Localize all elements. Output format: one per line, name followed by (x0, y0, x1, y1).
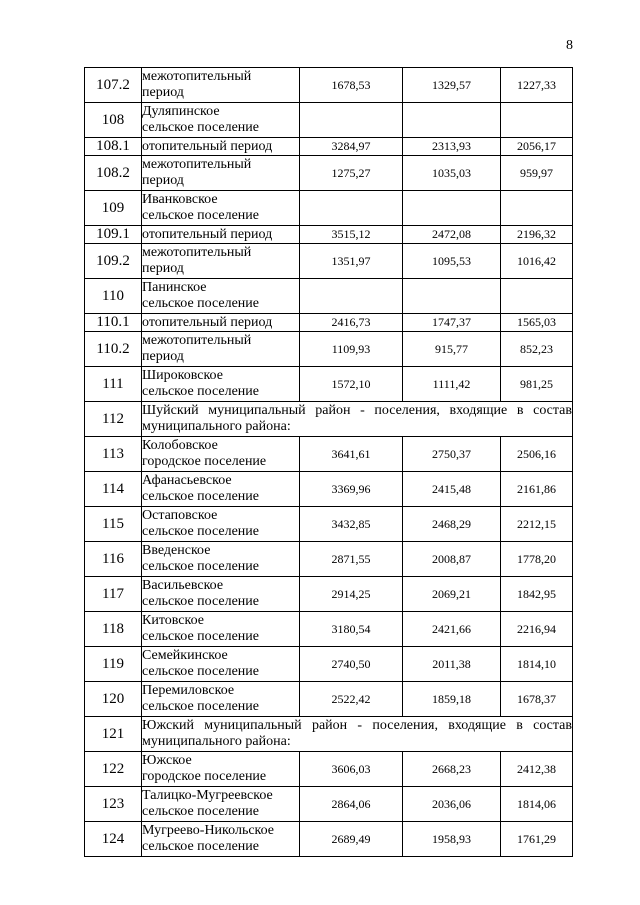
settlement-name-line: Иванковское (142, 192, 218, 207)
value-cell-2: 1095,53 (403, 244, 501, 279)
row-number: 109.2 (85, 244, 142, 279)
row-number: 123 (85, 787, 142, 822)
row-number: 108.2 (85, 156, 142, 191)
settlement-name-line: межотопительный (142, 69, 252, 84)
value-cell-1: 1351,97 (300, 244, 403, 279)
settlement-name-line: сельское поселение (142, 524, 259, 539)
value-cell-2: 915,77 (403, 332, 501, 367)
value-cell-2: 2008,87 (403, 542, 501, 577)
value-cell-3: 2216,94 (501, 612, 573, 647)
value-cell-3: 1678,37 (501, 682, 573, 717)
value-cell-2: 2415,48 (403, 472, 501, 507)
value-cell-2: 1111,42 (403, 367, 501, 402)
settlement-name (142, 191, 300, 226)
section-heading: Южский муниципальный район - поселения, входящие в состав муниципального района: (142, 717, 573, 752)
settlement-name-line: Афанасьевское (142, 473, 232, 488)
settlement-name-line: сельское поселение (142, 594, 259, 609)
value-cell-1: 1275,27 (300, 156, 403, 191)
value-cell-2: 2421,66 (403, 612, 501, 647)
value-cell-3: 1778,20 (501, 542, 573, 577)
settlement-name (142, 682, 300, 717)
table-row (85, 191, 573, 226)
value-cell-1: 3432,85 (300, 507, 403, 542)
row-number: 107.2 (85, 68, 142, 103)
row-number: 109 (85, 191, 142, 226)
row-number: 121 (85, 717, 142, 752)
table-row (85, 156, 573, 191)
value-cell-2: 2750,37 (403, 437, 501, 472)
table-row (85, 226, 573, 244)
value-cell-3: 2212,15 (501, 507, 573, 542)
value-cell-3: 2161,86 (501, 472, 573, 507)
settlement-name (142, 542, 300, 577)
settlement-name (142, 244, 300, 279)
settlement-name-line: период (142, 261, 184, 276)
table-row (85, 314, 573, 332)
settlement-name-line: Перемиловское (142, 683, 235, 698)
settlement-name (142, 507, 300, 542)
value-cell-3: 852,23 (501, 332, 573, 367)
value-cell-1: 3284,97 (300, 138, 403, 156)
row-number: 124 (85, 822, 142, 857)
table-row (85, 244, 573, 279)
value-cell-3: 981,25 (501, 367, 573, 402)
settlement-name-line: Васильевское (142, 578, 224, 593)
table-row (85, 787, 573, 822)
table-row (85, 138, 573, 156)
table-row (85, 822, 573, 857)
row-number: 115 (85, 507, 142, 542)
settlement-name (142, 68, 300, 103)
settlement-name-line: сельское поселение (142, 629, 259, 644)
table-row (85, 103, 573, 138)
settlement-name (142, 752, 300, 787)
value-cell-1: 3641,61 (300, 437, 403, 472)
settlement-name-line: Китовское (142, 613, 204, 628)
value-cell-1: 1109,93 (300, 332, 403, 367)
row-number: 110.2 (85, 332, 142, 367)
settlement-name-line: отопительный период (142, 139, 273, 154)
settlement-name-line: период (142, 85, 184, 100)
settlement-name (142, 314, 300, 332)
settlement-name-line: период (142, 173, 184, 188)
settlement-name-line: Широковское (142, 368, 223, 383)
row-number: 114 (85, 472, 142, 507)
settlement-name-line: сельское поселение (142, 489, 259, 504)
settlement-name-line: городское поселение (142, 454, 267, 469)
value-cell-1: 3606,03 (300, 752, 403, 787)
value-cell-2: 1958,93 (403, 822, 501, 857)
value-cell-1: 3180,54 (300, 612, 403, 647)
value-cell-3: 1814,06 (501, 787, 573, 822)
settlement-name-line: Введенское (142, 543, 211, 558)
settlement-name-line: Колобовское (142, 438, 218, 453)
settlement-name-line: межотопительный (142, 157, 252, 172)
value-cell-3: 1016,42 (501, 244, 573, 279)
settlement-name (142, 279, 300, 314)
value-cell-3: 1565,03 (501, 314, 573, 332)
settlement-name-line: Дуляпинское (142, 104, 220, 119)
settlement-name (142, 577, 300, 612)
value-cell-2: 1329,57 (403, 68, 501, 103)
settlement-name-line: сельское поселение (142, 664, 259, 679)
settlement-name-line: межотопительный (142, 333, 252, 348)
settlement-name-line: сельское поселение (142, 699, 259, 714)
settlement-name-line: отопительный период (142, 227, 273, 242)
value-cell-3 (501, 103, 573, 138)
value-cell-1: 3369,96 (300, 472, 403, 507)
value-cell-2 (403, 191, 501, 226)
value-cell-2 (403, 279, 501, 314)
value-cell-3: 1842,95 (501, 577, 573, 612)
value-cell-2 (403, 103, 501, 138)
table-row (85, 332, 573, 367)
section-heading-row (85, 717, 573, 752)
row-number: 120 (85, 682, 142, 717)
value-cell-3: 2506,16 (501, 437, 573, 472)
settlement-name (142, 787, 300, 822)
table-row (85, 612, 573, 647)
value-cell-1: 2740,50 (300, 647, 403, 682)
row-number: 108 (85, 103, 142, 138)
row-number: 113 (85, 437, 142, 472)
table-row (85, 647, 573, 682)
table-row (85, 682, 573, 717)
settlement-name (142, 138, 300, 156)
settlement-name (142, 647, 300, 682)
value-cell-3: 1761,29 (501, 822, 573, 857)
settlement-name-line: сельское поселение (142, 296, 259, 311)
value-cell-3: 2196,32 (501, 226, 573, 244)
table-row (85, 437, 573, 472)
settlement-name-line: городское поселение (142, 769, 267, 784)
section-heading-row (85, 402, 573, 437)
row-number: 108.1 (85, 138, 142, 156)
settlement-name (142, 332, 300, 367)
value-cell-2: 2668,23 (403, 752, 501, 787)
table-body (85, 68, 573, 857)
value-cell-1 (300, 191, 403, 226)
table-row (85, 367, 573, 402)
value-cell-1: 2871,55 (300, 542, 403, 577)
settlement-name (142, 612, 300, 647)
value-cell-2: 2036,06 (403, 787, 501, 822)
value-cell-1: 1678,53 (300, 68, 403, 103)
settlement-name (142, 437, 300, 472)
value-cell-1: 2689,49 (300, 822, 403, 857)
value-cell-3 (501, 279, 573, 314)
value-cell-1 (300, 103, 403, 138)
value-cell-3: 2056,17 (501, 138, 573, 156)
settlement-name-line: межотопительный (142, 245, 252, 260)
value-cell-2: 1747,37 (403, 314, 501, 332)
row-number: 119 (85, 647, 142, 682)
settlement-name-line: Остаповское (142, 508, 218, 523)
value-cell-1: 1572,10 (300, 367, 403, 402)
settlement-name-line: сельское поселение (142, 120, 259, 135)
settlement-name (142, 103, 300, 138)
settlement-name-line: сельское поселение (142, 208, 259, 223)
table-row (85, 472, 573, 507)
row-number: 112 (85, 402, 142, 437)
row-number: 109.1 (85, 226, 142, 244)
settlement-name-line: сельское поселение (142, 559, 259, 574)
settlement-name-line: сельское поселение (142, 839, 259, 854)
value-cell-1: 3515,12 (300, 226, 403, 244)
section-heading: Шуйский муниципальный район - поселения, входящие в состав муниципального района: (142, 402, 573, 437)
value-cell-2: 2069,21 (403, 577, 501, 612)
value-cell-1: 2522,42 (300, 682, 403, 717)
value-cell-3: 1814,10 (501, 647, 573, 682)
settlement-name-line: сельское поселение (142, 804, 259, 819)
table-row (85, 507, 573, 542)
table-row (85, 279, 573, 314)
settlement-name (142, 367, 300, 402)
value-cell-2: 1859,18 (403, 682, 501, 717)
settlement-name-line: Панинское (142, 280, 207, 295)
value-cell-3: 959,97 (501, 156, 573, 191)
value-cell-2: 2313,93 (403, 138, 501, 156)
value-cell-1: 2416,73 (300, 314, 403, 332)
table-row (85, 542, 573, 577)
settlement-name-line: Мугреево-Никольское (142, 823, 275, 838)
settlement-name-line: Южское (142, 753, 192, 768)
value-cell-2: 1035,03 (403, 156, 501, 191)
row-number: 117 (85, 577, 142, 612)
settlement-name (142, 472, 300, 507)
table-row (85, 68, 573, 103)
settlement-name-line: Талицко-Мугреевское (142, 788, 273, 803)
table-row (85, 752, 573, 787)
tariff-table (84, 67, 573, 857)
row-number: 122 (85, 752, 142, 787)
table-row (85, 577, 573, 612)
settlement-name-line: сельское поселение (142, 384, 259, 399)
value-cell-2: 2472,08 (403, 226, 501, 244)
row-number: 110 (85, 279, 142, 314)
row-number: 118 (85, 612, 142, 647)
row-number: 110.1 (85, 314, 142, 332)
value-cell-3 (501, 191, 573, 226)
settlement-name (142, 226, 300, 244)
settlement-name (142, 156, 300, 191)
row-number: 116 (85, 542, 142, 577)
settlement-name (142, 822, 300, 857)
settlement-name-line: отопительный период (142, 315, 273, 330)
settlement-name-line: период (142, 349, 184, 364)
value-cell-2: 2468,29 (403, 507, 501, 542)
value-cell-1 (300, 279, 403, 314)
row-number: 111 (85, 367, 142, 402)
value-cell-1: 2914,25 (300, 577, 403, 612)
value-cell-3: 1227,33 (501, 68, 573, 103)
value-cell-3: 2412,38 (501, 752, 573, 787)
page-number: 8 (566, 38, 573, 53)
settlement-name-line: Семейкинское (142, 648, 228, 663)
value-cell-2: 2011,38 (403, 647, 501, 682)
value-cell-1: 2864,06 (300, 787, 403, 822)
